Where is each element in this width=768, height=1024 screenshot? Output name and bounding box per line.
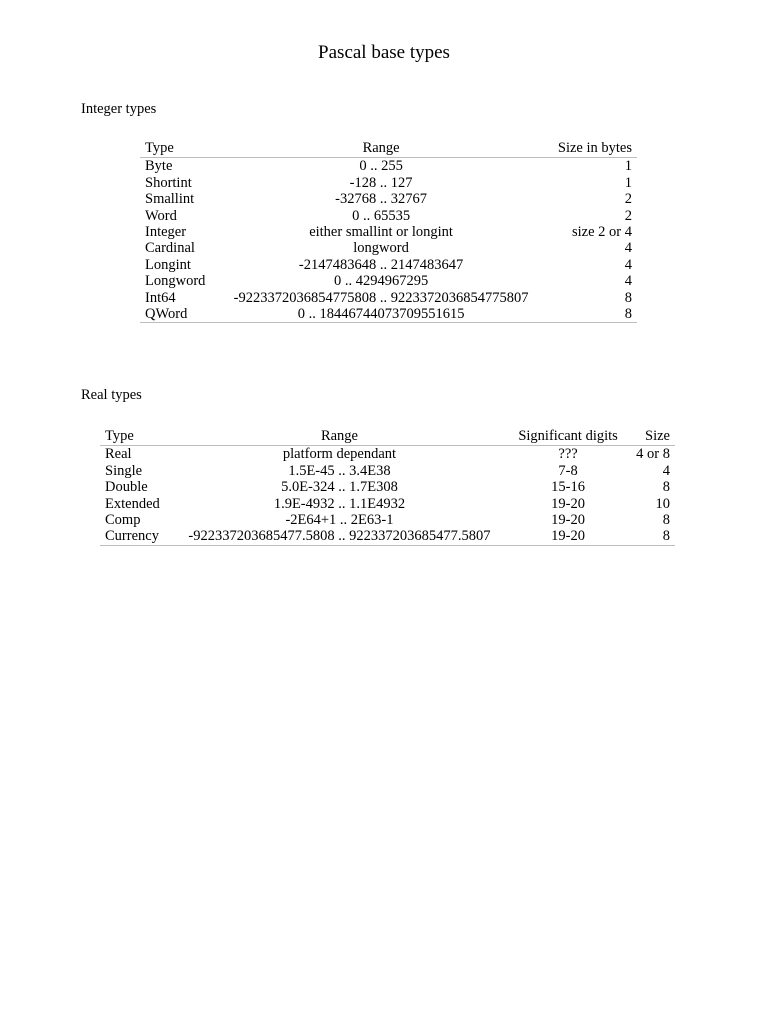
column-header-significant-digits: Significant digits (509, 428, 628, 446)
size-cell: 2 (624, 207, 632, 224)
size-cell: 4 (624, 240, 632, 257)
range-cell: longword (353, 240, 409, 257)
column-header-size: Size (627, 428, 675, 446)
size-cell: 8 (662, 512, 670, 529)
table-row (140, 208, 637, 224)
range-cell: -2147483648 .. 2147483647 (298, 256, 464, 273)
table-row (140, 240, 637, 256)
range-cell: -9223372036854775808 .. 9223372036854775807 (233, 289, 529, 306)
size-cell: 4 or 8 (636, 446, 670, 463)
range-cell: 5.0E-324 .. 1.7E308 (281, 479, 398, 496)
range-cell: 1.9E-4932 .. 1.1E4932 (273, 495, 406, 512)
digits-cell: 19-20 (551, 495, 585, 512)
size-cell: 8 (624, 289, 632, 306)
digits-cell: 19-20 (509, 528, 628, 545)
digits-cell: 19-20 (551, 512, 585, 529)
type-cell: Cardinal (145, 240, 195, 257)
column-header-range: Range (170, 428, 508, 446)
size-cell: 8 (546, 306, 637, 323)
range-cell: 1.5E-45 .. 3.4E38 (288, 462, 391, 479)
range-cell: 0 .. 18446744073709551615 (216, 306, 546, 323)
table-row (140, 257, 637, 273)
range-cell: platform dependant (282, 446, 397, 463)
type-cell: Currency (100, 528, 170, 545)
type-cell: QWord (140, 306, 216, 323)
range-cell: 0 .. 255 (359, 158, 403, 175)
table-row (140, 290, 637, 306)
column-header-type: Type (100, 428, 170, 446)
type-cell: Integer (145, 224, 187, 241)
type-cell: Comp (105, 512, 141, 529)
table-header-row (100, 428, 675, 446)
table-row (100, 512, 675, 528)
size-cell: 4 (624, 273, 632, 290)
size-cell: 8 (627, 528, 675, 545)
type-cell: Byte (145, 158, 173, 175)
page-title: Pascal base types (318, 42, 450, 63)
table-row (140, 273, 637, 289)
column-header-range: Range (216, 140, 546, 158)
table-row (100, 463, 675, 479)
size-cell: 1 (624, 174, 632, 191)
column-header-size: Size in bytes (546, 140, 637, 158)
range-cell: -2E64+1 .. 2E63-1 (285, 512, 394, 529)
type-cell: Longword (145, 273, 206, 290)
table-row (100, 479, 675, 495)
type-cell: Int64 (145, 289, 176, 306)
table-row (140, 175, 637, 191)
type-cell: Double (105, 479, 148, 496)
size-cell: size 2 or 4 (572, 224, 632, 241)
size-cell: 10 (655, 495, 670, 512)
table-row (140, 158, 637, 175)
column-header-type: Type (140, 140, 216, 158)
table-row (100, 528, 675, 545)
type-cell: Word (145, 207, 177, 224)
table-header-row (140, 140, 637, 158)
type-cell: Longint (145, 256, 191, 273)
range-cell: -128 .. 127 (349, 174, 413, 191)
real-types-table (100, 428, 675, 546)
table-row (100, 446, 675, 463)
real-types-heading: Real types (81, 387, 142, 403)
type-cell: Extended (105, 495, 160, 512)
type-cell: Shortint (145, 174, 192, 191)
range-cell: -32768 .. 32767 (335, 191, 427, 208)
digits-cell: 7-8 (558, 462, 578, 479)
range-cell: 0 .. 65535 (352, 207, 411, 224)
integer-types-table (140, 140, 637, 323)
range-cell: either smallint or longint (309, 224, 453, 241)
range-cell: -922337203685477.5808 .. 922337203685477.5807 (170, 528, 508, 545)
table-row (140, 224, 637, 240)
digits-cell: ??? (558, 446, 578, 463)
integer-types-heading: Integer types (81, 101, 157, 117)
type-cell: Single (105, 462, 143, 479)
range-cell: 0 .. 4294967295 (333, 273, 429, 290)
size-cell: 4 (624, 256, 632, 273)
type-cell: Smallint (145, 191, 195, 208)
table-row (140, 191, 637, 207)
digits-cell: 15-16 (551, 479, 585, 496)
table-row (140, 306, 637, 323)
size-cell: 8 (662, 479, 670, 496)
type-cell: Real (105, 446, 132, 463)
size-cell: 4 (662, 462, 670, 479)
table-row (100, 496, 675, 512)
size-cell: 2 (624, 191, 632, 208)
size-cell: 1 (624, 158, 632, 175)
